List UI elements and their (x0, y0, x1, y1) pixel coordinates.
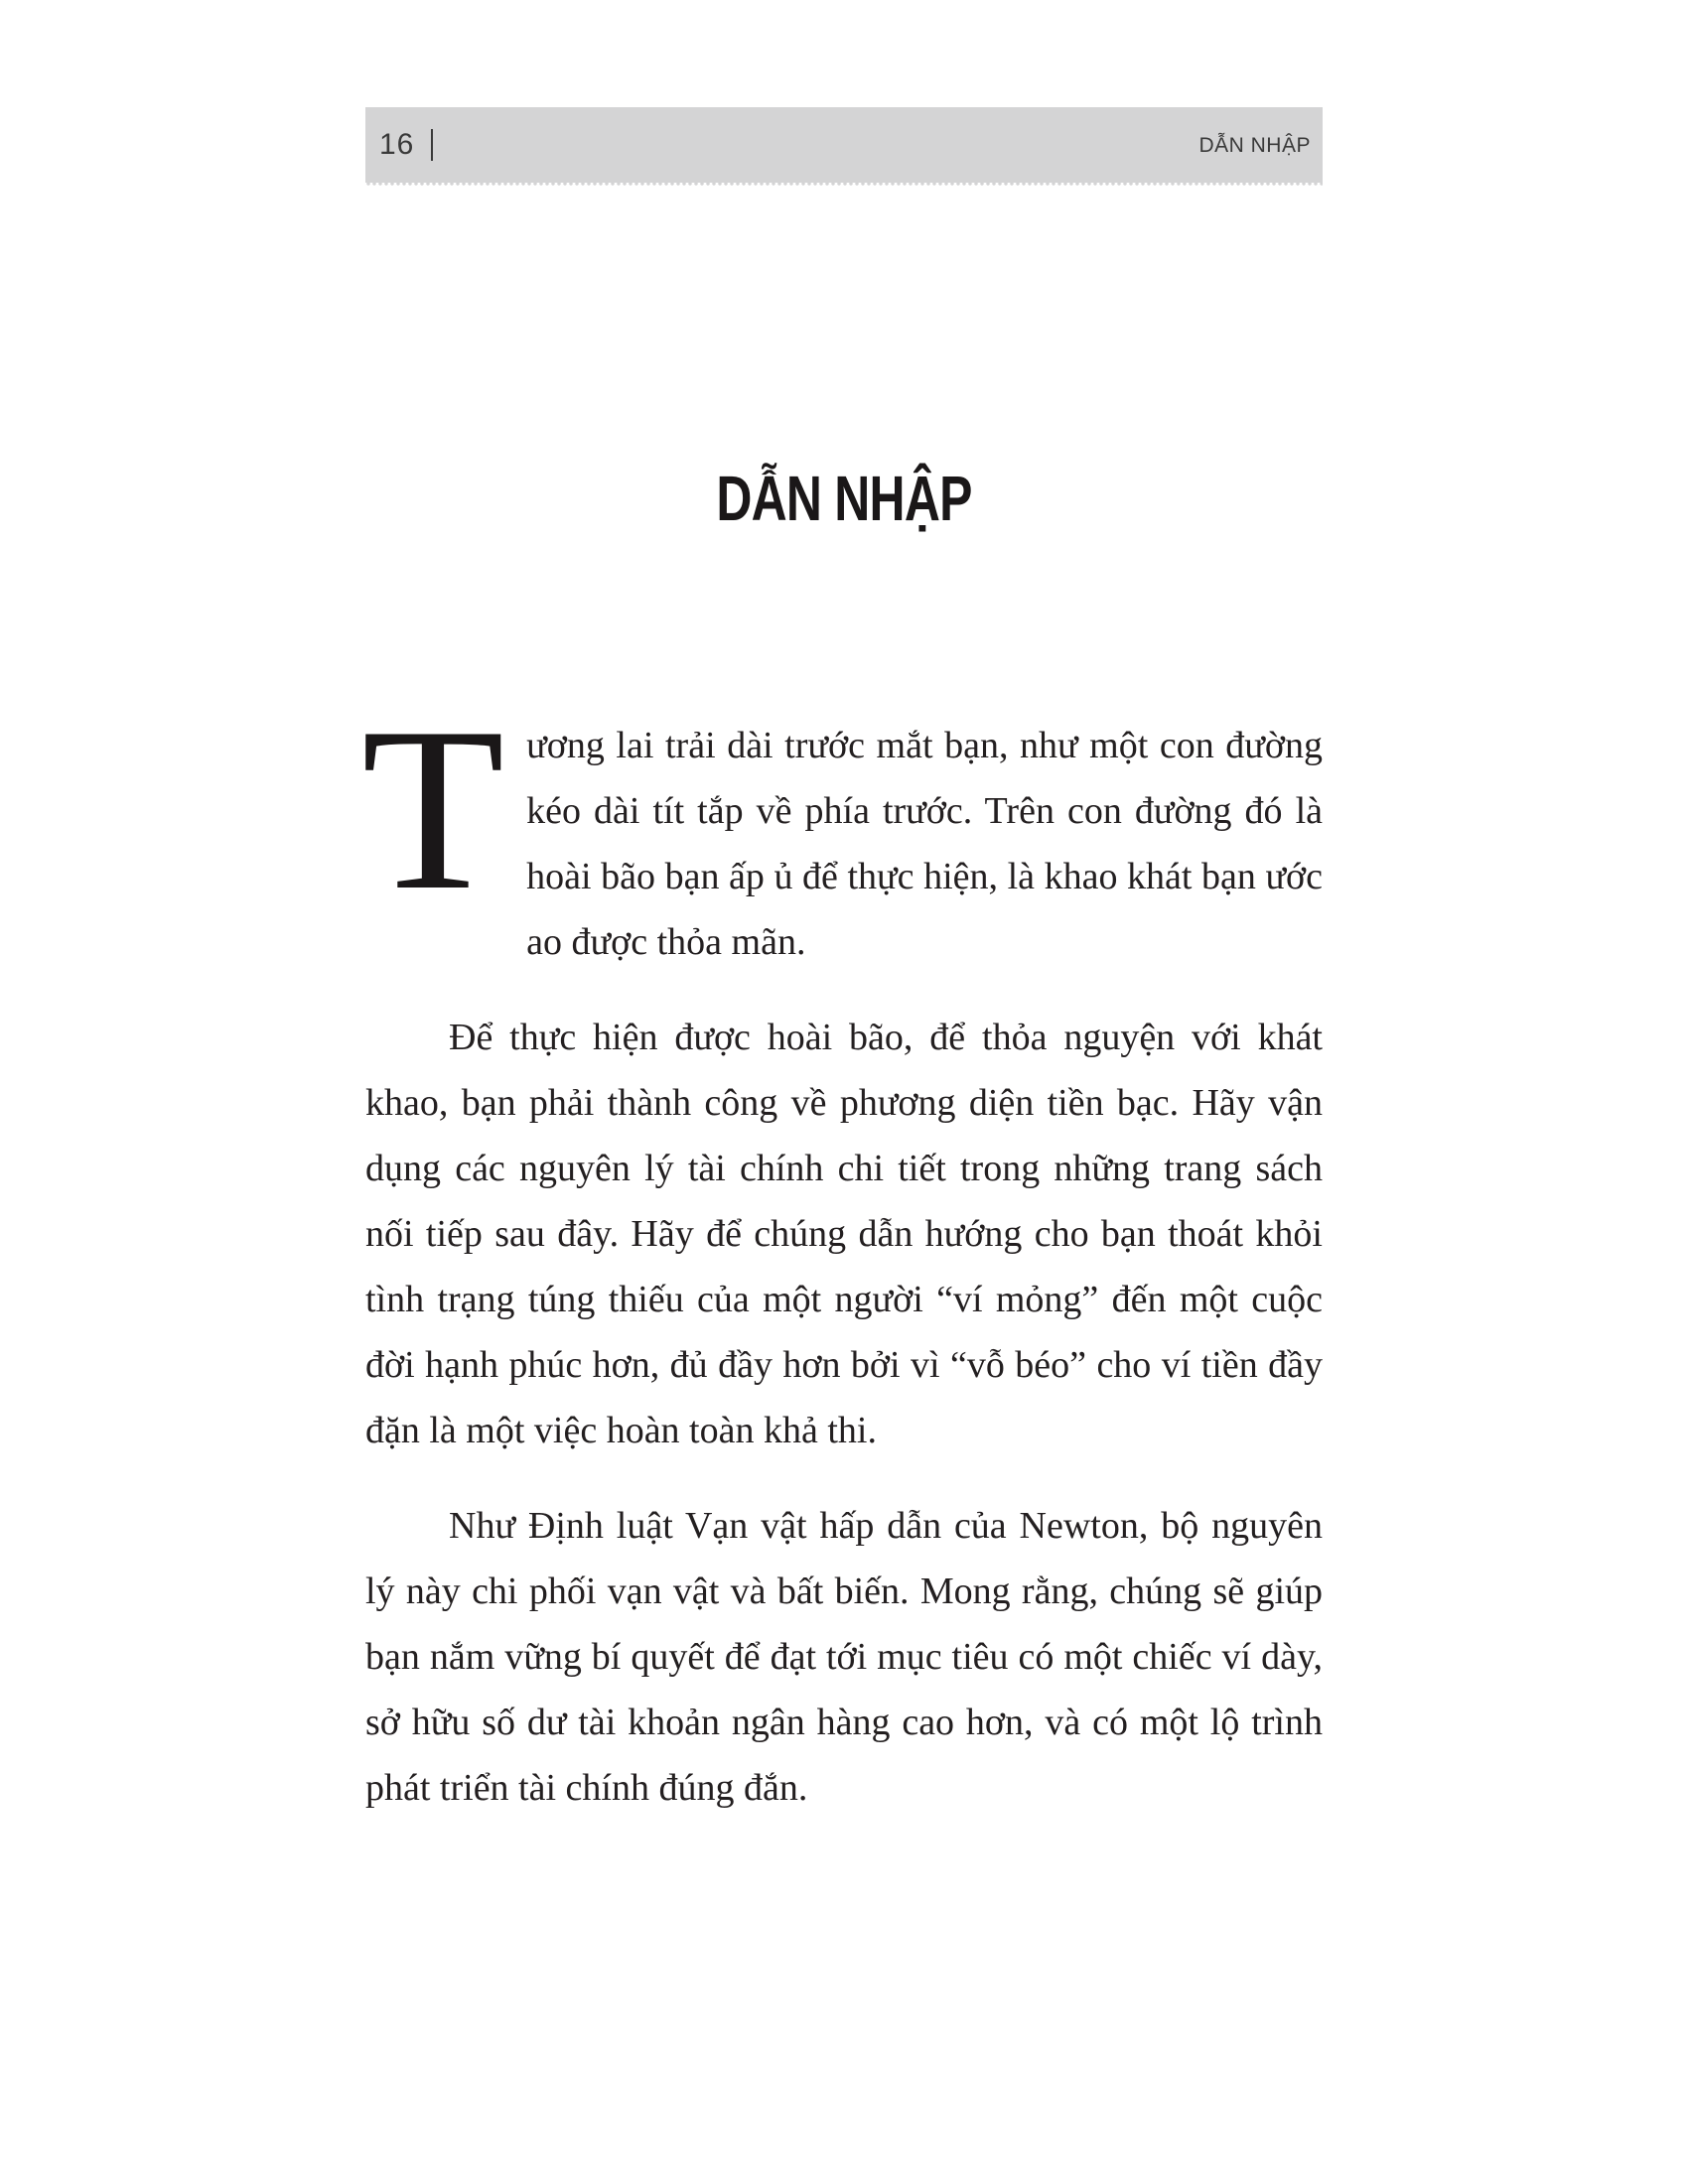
body-text (361, 680, 1323, 1850)
running-header (365, 107, 1323, 183)
paragraph-1 (361, 680, 1323, 975)
paragraph-2: Để thực hiện được hoài bão, để thỏa nguyện với khát khao, bạn phải thành công về phương diện tiền bạc. Hãy vận dụng các nguyên lý tài chính chi tiết trong những trang sách nối tiếp sau đây. Hãy để chúng dẫn hướng cho bạn thoát khỏi tình trạng túng thiếu của một người “ví mỏng” đến một cuộc đời hạnh phúc hơn, đủ đầy hơn bởi vì “vỗ béo” cho ví tiền đầy đặn là một việc hoàn toàn khả thi. (365, 1017, 1323, 1451)
paragraph-3: Như Định luật Vạn vật hấp dẫn của Newton, bộ nguyên lý này chi phối vạn vật và bất biến. Mong rằng, chúng sẽ giúp bạn nắm vững bí quyết để đạt tới mục tiêu có một chiếc ví dày, sở hữu số dư tài khoản ngân hàng cao hơn, và có một lộ trình phát triển tài chính đúng đắn. (365, 1505, 1323, 1809)
chapter-title: DẪN NHẬP (716, 463, 972, 534)
page-number: 16 (379, 128, 415, 161)
paragraph-1-text: ương lai trải dài trước mắt bạn, như một con đường kéo dài tít tắp về phía trước. Trên con đường đó là hoài bão bạn ấp ủ để thực hiện, là khao khát bạn ước ao được thỏa mãn. (526, 725, 1323, 963)
header-divider (431, 129, 433, 161)
drop-cap: T (361, 680, 505, 939)
running-head-title: DẪN NHẬP (1198, 134, 1311, 157)
